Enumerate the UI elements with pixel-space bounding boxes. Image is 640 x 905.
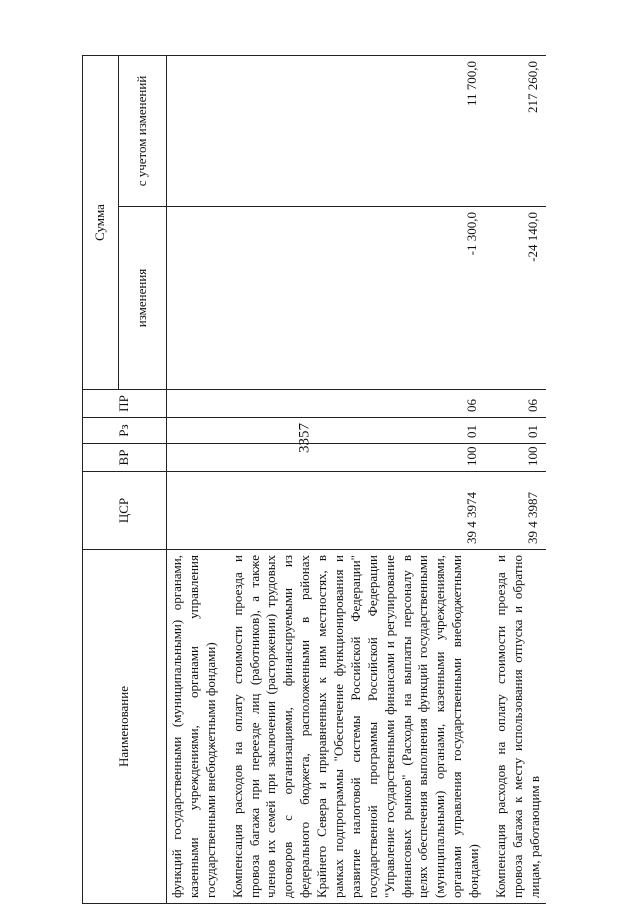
table-row	[167, 56, 222, 904]
row-with-change: 217 260,0	[485, 56, 546, 207]
row-name: Компенсация расходов на оплату стоимости проезда и провоза багажа при переезде лиц (работников), а также членов их семей при заключении (расторжении) трудовых договоров с организациями, финансируемыми из федерального бюджета, расположенными в районах Крайнего Севера и приравненных к ним местностях, в рамках подпрограммы "Обеспечение функционирования и развитие налоговой системы Российской Федерации" государственной программы Российской Федерации "Управление государственными финансами и регулирование финансовых рынков" (Расходы на выплаты персоналу в целях обеспечения выполнения функций государственными (муниципальными) органами, казенными учреждениями, органами управления государственными внебюджетными фондами)	[222, 550, 485, 904]
page-number: 3357	[296, 423, 313, 453]
row-change: -1 300,0	[222, 207, 485, 390]
row-change: -24 140,0	[485, 207, 546, 390]
row-rz: 01	[485, 418, 546, 444]
row-vr	[167, 444, 222, 472]
table-row	[485, 56, 546, 904]
row-pr: 06	[222, 390, 485, 418]
header-sum-group: Сумма	[83, 56, 119, 390]
row-rz: 01	[222, 418, 485, 444]
row-with-change	[167, 56, 222, 207]
header-rz: Рз	[83, 418, 167, 444]
row-change	[167, 207, 222, 390]
header-pr: ПР	[83, 390, 167, 418]
row-pr	[167, 390, 222, 418]
row-name: функций государственными (муниципальными) органами, казенными учреждениями, органами управления государственными внебюджетными фондами)	[167, 550, 222, 904]
row-csr: 39 4 3987	[485, 472, 546, 550]
table-row	[222, 56, 485, 904]
row-vr: 100	[485, 444, 546, 472]
budget-table-frame	[82, 56, 566, 904]
header-vr: ВР	[83, 444, 167, 472]
header-csr: ЦСР	[83, 472, 167, 550]
row-vr: 100	[222, 444, 485, 472]
row-csr: 39 4 3974	[222, 472, 485, 550]
row-name: Компенсация расходов на оплату стоимости проезда и провоза багажа к месту использования отпуска и обратно лицам, работающим в	[485, 550, 546, 904]
header-change: изменения	[119, 207, 167, 390]
row-pr: 06	[485, 390, 546, 418]
header-name: Наименование	[83, 550, 167, 904]
row-with-change: 11 700,0	[222, 56, 485, 207]
row-rz	[167, 418, 222, 444]
header-with-change: с учетом изменений	[119, 56, 167, 207]
row-csr	[167, 472, 222, 550]
budget-table	[82, 55, 546, 904]
